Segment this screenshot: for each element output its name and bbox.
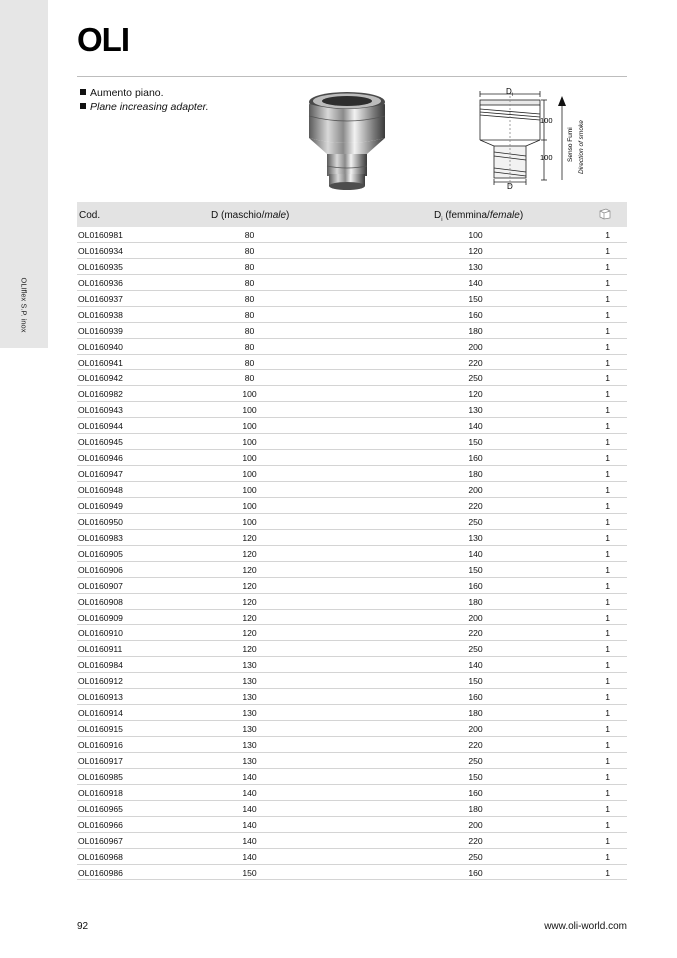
cell-d-male: 100 <box>242 405 257 416</box>
header-di-female: $D_i$ (femmina/female) <box>434 210 524 223</box>
cell-quantity: 1 <box>605 500 610 511</box>
cell-quantity: 1 <box>605 325 610 336</box>
cell-d-male: 120 <box>242 612 257 623</box>
cell-d-male: 80 <box>244 341 255 352</box>
cell-di-female: 220 <box>468 835 483 846</box>
cell-d-male: 80 <box>244 373 255 384</box>
cell-d-male: 120 <box>242 548 257 559</box>
cell-d-male: 140 <box>242 803 257 814</box>
cell-di-female: 200 <box>468 485 483 495</box>
table-row <box>77 737 627 753</box>
cell-code: OL0160982 <box>78 389 123 400</box>
cell-code: OL0160948 <box>78 485 123 495</box>
cell-code: OL0160941 <box>78 357 123 368</box>
cell-quantity: 1 <box>605 692 610 703</box>
table-row <box>77 705 627 721</box>
cell-code: OL0160913 <box>78 692 123 703</box>
table-row <box>77 418 627 434</box>
cell-di-female: 120 <box>468 245 483 256</box>
cell-quantity: 1 <box>605 405 610 416</box>
cell-code: OL0160947 <box>78 469 123 480</box>
cell-d-male: 130 <box>242 660 257 671</box>
table-row <box>77 769 627 785</box>
cell-quantity: 1 <box>605 548 610 559</box>
cell-code: OL0160983 <box>78 532 123 543</box>
cell-di-female: 130 <box>468 405 483 416</box>
cell-d-male: 100 <box>242 516 257 527</box>
website-url: www.oli-world.com <box>544 921 627 932</box>
cell-quantity: 1 <box>605 755 610 766</box>
cell-di-female: 130 <box>468 532 483 543</box>
cell-di-female: 140 <box>468 548 483 559</box>
cell-d-male: 100 <box>242 500 257 511</box>
dimension-upper: 100 <box>540 116 553 125</box>
cell-code: OL0160917 <box>78 755 123 766</box>
cell-code: OL0160981 <box>78 230 123 240</box>
table-row <box>77 482 627 498</box>
cell-code: OL0160945 <box>78 437 123 448</box>
table-row <box>77 291 627 307</box>
cell-di-female: 150 <box>468 676 483 687</box>
table-row <box>77 546 627 562</box>
cell-code: OL0160968 <box>78 851 123 862</box>
cell-di-female: 250 <box>468 851 483 862</box>
cell-quantity: 1 <box>605 277 610 288</box>
table-row <box>77 307 627 323</box>
cell-di-female: 150 <box>468 564 483 575</box>
cell-quantity: 1 <box>605 612 610 623</box>
cell-code: OL0160946 <box>78 453 123 464</box>
table-row <box>77 689 627 705</box>
product-description <box>80 86 209 114</box>
table-row <box>77 865 627 881</box>
table-row <box>77 227 627 243</box>
table-row <box>77 275 627 291</box>
table-row <box>77 450 627 466</box>
cell-di-female: 250 <box>468 516 483 527</box>
dimension-lower: 100 <box>540 153 553 162</box>
cell-d-male: 130 <box>242 755 257 766</box>
cell-d-male: 80 <box>244 261 255 272</box>
page-number: 92 <box>77 921 89 932</box>
cell-di-female: 250 <box>468 644 483 655</box>
header-code: Cod. <box>79 210 101 221</box>
cell-quantity: 1 <box>605 564 610 575</box>
cell-di-female: 180 <box>468 325 483 336</box>
cell-di-female: 160 <box>468 309 483 320</box>
cell-code: OL0160905 <box>78 548 123 559</box>
cell-di-female: 220 <box>468 628 483 639</box>
cell-di-female: 160 <box>468 580 483 591</box>
cell-quantity: 1 <box>605 357 610 368</box>
cell-quantity: 1 <box>605 819 610 830</box>
top-diameter-label: D <box>506 87 512 96</box>
table-row <box>77 259 627 275</box>
cell-di-female: 220 <box>468 500 483 511</box>
cell-quantity: 1 <box>605 389 610 400</box>
cell-d-male: 100 <box>242 485 257 495</box>
table-row <box>77 386 627 402</box>
table-row <box>77 657 627 673</box>
cell-code: OL0160916 <box>78 740 123 750</box>
table-row <box>77 530 627 546</box>
description-en: Plane increasing adapter. <box>90 101 209 113</box>
cell-quantity: 1 <box>605 724 610 735</box>
product-table <box>77 227 627 880</box>
cell-di-female: 160 <box>468 787 483 798</box>
cell-code: OL0160906 <box>78 564 123 575</box>
cell-d-male: 140 <box>242 851 257 862</box>
cell-d-male: 120 <box>242 580 257 591</box>
cell-code: OL0160912 <box>78 676 123 687</box>
cell-d-male: 140 <box>242 819 257 830</box>
header-d-male: D (maschio/male) <box>211 210 290 221</box>
cell-quantity: 1 <box>605 835 610 846</box>
table-row <box>77 594 627 610</box>
cell-quantity: 1 <box>605 803 610 814</box>
cell-d-male: 140 <box>242 771 257 782</box>
table-row <box>77 323 627 339</box>
cell-d-male: 80 <box>244 277 255 288</box>
cell-quantity: 1 <box>605 373 610 384</box>
cell-d-male: 100 <box>242 469 257 480</box>
cell-code: OL0160910 <box>78 628 123 639</box>
cell-quantity: 1 <box>605 771 610 782</box>
sidebar-label: OLIflex S.P. inox <box>19 277 29 333</box>
cell-di-female: 150 <box>468 293 483 304</box>
cell-code: OL0160943 <box>78 405 123 416</box>
table-row <box>77 243 627 259</box>
cell-di-female: 200 <box>468 341 483 352</box>
table-row <box>77 355 627 371</box>
cell-code: OL0160938 <box>78 309 123 320</box>
cell-di-female: 180 <box>468 708 483 719</box>
cell-d-male: 120 <box>242 644 257 655</box>
cell-di-female: 220 <box>468 357 483 368</box>
cell-di-female: 120 <box>468 389 483 400</box>
table-row <box>77 641 627 657</box>
table-row <box>77 370 627 386</box>
cell-di-female: 160 <box>468 453 483 464</box>
cell-quantity: 1 <box>605 708 610 719</box>
smoke-direction-en: Direction of smoke <box>578 120 585 174</box>
cell-code: OL0160967 <box>78 835 123 846</box>
cell-code: OL0160935 <box>78 261 123 272</box>
table-row <box>77 673 627 689</box>
cell-code: OL0160911 <box>78 644 123 655</box>
cell-code: OL0160908 <box>78 596 123 607</box>
cell-quantity: 1 <box>605 245 610 256</box>
table-row <box>77 610 627 626</box>
cell-di-female: 140 <box>468 421 483 432</box>
cell-di-female: 160 <box>468 692 483 703</box>
cell-d-male: 130 <box>242 692 257 703</box>
cell-code: OL0160907 <box>78 580 123 591</box>
top-diameter-subscript: i <box>512 92 514 98</box>
cell-code: OL0160914 <box>78 708 123 719</box>
table-row <box>77 801 627 817</box>
cell-d-male: 140 <box>242 835 257 846</box>
cell-quantity: 1 <box>605 532 610 543</box>
cell-di-female: 200 <box>468 612 483 623</box>
cell-code: OL0160909 <box>78 612 123 623</box>
cell-code: OL0160944 <box>78 421 123 432</box>
cell-quantity: 1 <box>605 341 610 352</box>
cell-di-female: 150 <box>468 771 483 782</box>
cell-quantity: 1 <box>605 437 610 448</box>
cell-quantity: 1 <box>605 851 610 862</box>
cell-code: OL0160939 <box>78 325 123 336</box>
cell-d-male: 80 <box>244 245 255 256</box>
table-row <box>77 625 627 641</box>
cell-code: OL0160986 <box>78 867 123 878</box>
cell-code: OL0160950 <box>78 516 123 527</box>
cell-quantity: 1 <box>605 261 610 272</box>
description-it: Aumento piano. <box>90 87 164 99</box>
table-row <box>77 833 627 849</box>
cell-quantity: 1 <box>605 453 610 464</box>
cell-di-female: 180 <box>468 803 483 814</box>
cell-quantity: 1 <box>605 230 610 240</box>
cell-d-male: 120 <box>242 532 257 543</box>
cell-d-male: 80 <box>244 325 255 336</box>
cell-di-female: 180 <box>468 469 483 480</box>
cell-di-female: 100 <box>468 230 483 240</box>
cell-quantity: 1 <box>605 469 610 480</box>
cell-di-female: 140 <box>468 660 483 671</box>
bullet-icon <box>80 89 86 95</box>
cell-code: OL0160985 <box>78 771 123 782</box>
cell-d-male: 80 <box>244 357 255 368</box>
cell-quantity: 1 <box>605 516 610 527</box>
cell-d-male: 120 <box>242 596 257 607</box>
table-row <box>77 562 627 578</box>
cell-d-male: 100 <box>242 437 257 448</box>
cell-d-male: 150 <box>242 867 257 878</box>
cell-di-female: 250 <box>468 755 483 766</box>
table-row <box>77 339 627 355</box>
table-row <box>77 817 627 833</box>
cell-quantity: 1 <box>605 867 610 878</box>
table-row <box>77 753 627 769</box>
cell-quantity: 1 <box>605 485 610 495</box>
cell-quantity: 1 <box>605 644 610 655</box>
smoke-direction-it: Senso Fumi <box>567 127 574 162</box>
cell-code: OL0160937 <box>78 293 123 304</box>
table-row <box>77 721 627 737</box>
cell-di-female: 140 <box>468 277 483 288</box>
table-row <box>77 578 627 594</box>
cell-di-female: 150 <box>468 437 483 448</box>
cell-d-male: 130 <box>242 708 257 719</box>
cell-quantity: 1 <box>605 309 610 320</box>
cell-code: OL0160942 <box>78 373 123 384</box>
technical-drawing <box>462 82 632 194</box>
cell-di-female: 180 <box>468 596 483 607</box>
cell-code: OL0160915 <box>78 724 123 735</box>
cell-d-male: 130 <box>242 676 257 687</box>
cell-quantity: 1 <box>605 421 610 432</box>
cell-d-male: 140 <box>242 787 257 798</box>
sidebar-band <box>0 0 48 348</box>
table-header <box>77 202 627 227</box>
cell-d-male: 100 <box>242 389 257 400</box>
cell-code: OL0160936 <box>78 277 123 288</box>
cell-code: OL0160965 <box>78 803 123 814</box>
cell-quantity: 1 <box>605 293 610 304</box>
cell-di-female: 160 <box>468 867 483 878</box>
cell-quantity: 1 <box>605 676 610 687</box>
table-row <box>77 402 627 418</box>
cell-quantity: 1 <box>605 740 610 750</box>
cell-code: OL0160966 <box>78 819 123 830</box>
box-icon <box>599 208 611 220</box>
cell-di-female: 220 <box>468 740 483 750</box>
cell-d-male: 130 <box>242 740 257 750</box>
cell-d-male: 120 <box>242 564 257 575</box>
cell-code: OL0160949 <box>78 500 123 511</box>
table-row <box>77 434 627 450</box>
cell-quantity: 1 <box>605 580 610 591</box>
cell-quantity: 1 <box>605 660 610 671</box>
bottom-diameter-label: D <box>507 182 513 191</box>
cell-di-female: 250 <box>468 373 483 384</box>
bullet-icon <box>80 103 86 109</box>
table-row <box>77 498 627 514</box>
cell-di-female: 200 <box>468 724 483 735</box>
cell-di-female: 200 <box>468 819 483 830</box>
cell-di-female: 130 <box>468 261 483 272</box>
product-photo <box>305 86 390 194</box>
cell-d-male: 100 <box>242 421 257 432</box>
cell-d-male: 80 <box>244 309 255 320</box>
divider <box>77 76 627 77</box>
cell-code: OL0160984 <box>78 660 123 671</box>
table-row <box>77 466 627 482</box>
cell-d-male: 100 <box>242 453 257 464</box>
cell-code: OL0160918 <box>78 787 123 798</box>
brand-logo: OLI <box>77 21 129 58</box>
cell-d-male: 130 <box>242 724 257 735</box>
table-row <box>77 785 627 801</box>
cell-code: OL0160940 <box>78 341 123 352</box>
table-row <box>77 849 627 865</box>
cell-quantity: 1 <box>605 628 610 639</box>
cell-code: OL0160934 <box>78 245 123 256</box>
cell-quantity: 1 <box>605 787 610 798</box>
table-row <box>77 514 627 530</box>
cell-d-male: 80 <box>244 293 255 304</box>
cell-d-male: 80 <box>244 230 255 240</box>
cell-d-male: 120 <box>242 628 257 639</box>
cell-quantity: 1 <box>605 596 610 607</box>
